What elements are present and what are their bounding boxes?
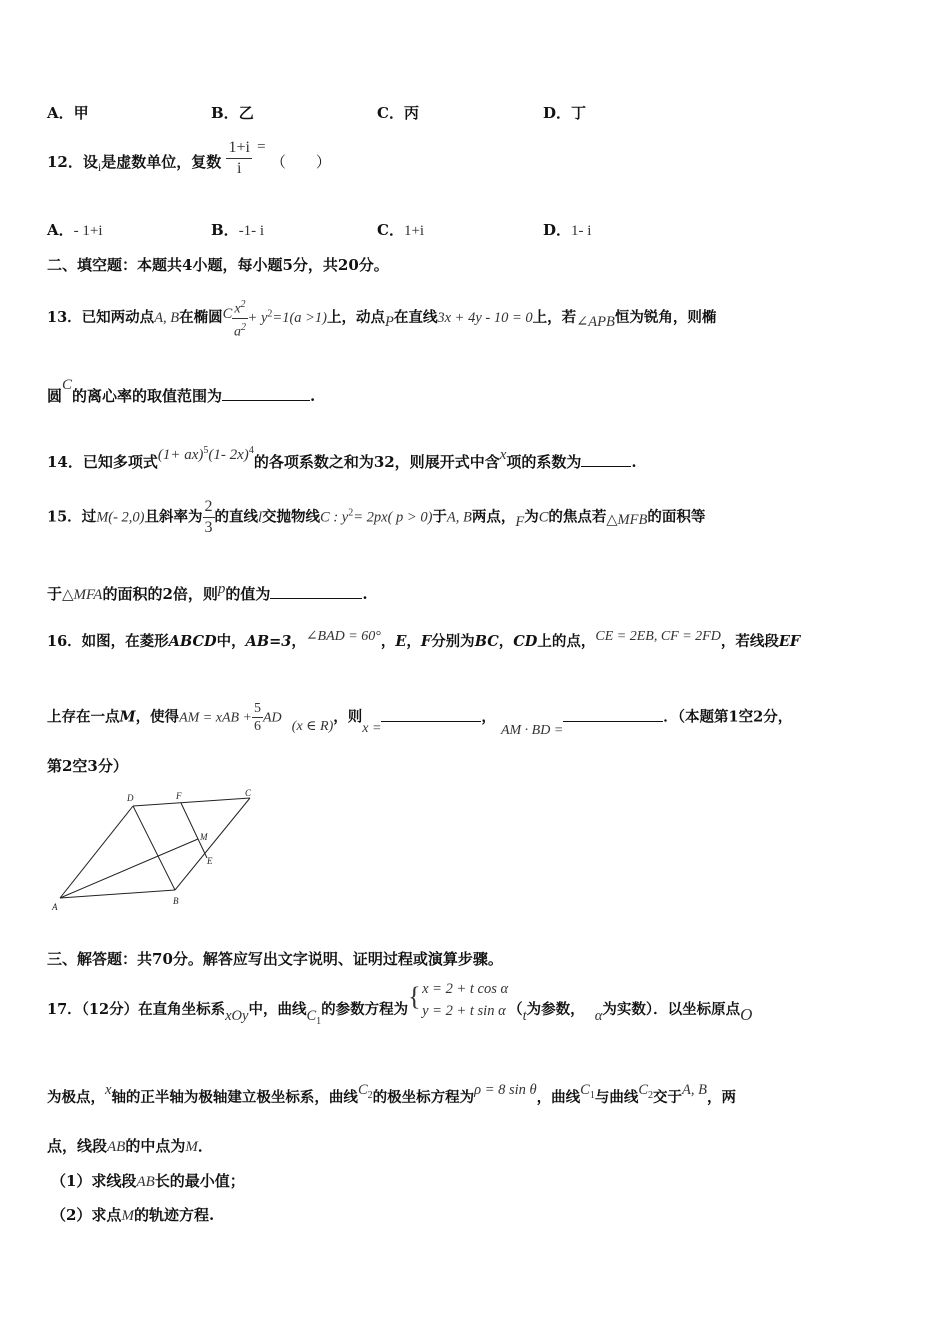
q15-slope-fraction: $\frac{2}{3}$ (204, 498, 213, 536)
edge-da (60, 806, 133, 898)
rhombus-figure (45, 786, 265, 914)
edge-cd (133, 798, 250, 806)
q16-line-1: 16．如图，在菱形ABCD中，AB=3，∠BAD = 60°，E，F分别为BC，CD上的点，CE = 2EB, CF = 2FD，若线段EF (47, 629, 801, 650)
q17-part-2: （2）求点M的轨迹方程. (51, 1206, 215, 1224)
q13-line-2: 圆C的离心率的取值范围为 . (47, 377, 316, 405)
q12-option-b: B．-1- i (211, 221, 265, 239)
label-e: E (207, 856, 213, 866)
q14-answer-blank[interactable] (581, 452, 631, 467)
q11-option-b: B．乙 (211, 104, 254, 122)
label-m: M (200, 832, 208, 842)
q12-option-d: D．1- i (543, 221, 592, 239)
q16-fraction: $\frac{5}{6}$ (254, 701, 261, 734)
segment-ef (181, 803, 207, 858)
edge-ab (60, 890, 175, 898)
q13-line-1: 13．已知两动点A, B在椭圆C $\frac{x^2}{a^2}$ + $y^2=1(a >1)$上，动点P在直线3x + 4y - 10 = 0上，若∠APB恒为锐角，则椭 (47, 296, 716, 340)
label-b: B (173, 896, 179, 906)
label-d: D (127, 793, 134, 803)
segment-am (60, 839, 198, 898)
q15-line-2: 于△MFA的面积的2倍，则p的值为 . (47, 581, 368, 603)
q17-part-1: （1）求线段AB长的最小值； (51, 1172, 245, 1190)
q16-line-3: 第2空3分） (47, 757, 128, 775)
q12-fraction: $\frac{1+i}{i}$ (228, 139, 250, 177)
section-2-title: 二、填空题：本题共4小题，每小题5分，共20分。 (47, 256, 389, 274)
q17-line-3: 点，线段AB的中点为M． (47, 1137, 213, 1155)
label-c: C (245, 788, 252, 798)
q12-option-a: A．- 1+i (47, 221, 103, 239)
label-a: A (52, 902, 58, 912)
q17-line-1: 17．（12分）在直角坐标系xOy中，曲线$C_1$的参数方程为 { x = 2 + t cos α y = 2 + t sin α （t为参数， α为实数）．以坐标原点O (47, 978, 752, 1028)
q14-line: 14．已知多项式(1+ ax)$^5$(1- 2x)$^4$的各项系数之和为32，则展开式中含x项的系数为 . (47, 445, 637, 471)
q11-option-d: D．丁 (543, 104, 587, 122)
q12-stem: 12．设$_i$是虚数单位，复数 $\frac{1+i}{i}$ = （ ） (47, 138, 331, 177)
q11-option-a: A．甲 (47, 104, 89, 122)
q16-line-2: 上存在一点M，使得AM = xAB + $\frac{5}{6}$ AD (x ∈ R)，则x =， AM · BD =．（本题第1空2分， (47, 701, 793, 738)
q16-answer-blank-1[interactable] (381, 707, 481, 722)
q11-option-c: C．丙 (377, 104, 419, 122)
q12-option-c: C．1+i (377, 221, 425, 239)
q13-ellipse-fraction: $\frac{x^2}{a^2}$ (232, 296, 247, 340)
q13-answer-blank[interactable] (222, 386, 310, 401)
q15-line-1: 15．过M(- 2,0)且斜率为 $\frac{2}{3}$ 的直线l交抛物线C : $y^2= 2px$( p > 0)于A, B两点，F为C的焦点若△MFB的面积等 (47, 498, 706, 536)
label-f: F (176, 791, 182, 801)
q17-parametric-system: { x = 2 + t cos α y = 2 + t sin α (408, 981, 509, 1019)
q17-line-2: 为极点，x轴的正半轴为极轴建立极坐标系，曲线$C_2$的极坐标方程为ρ = 8 sin θ，曲线$C_1$与曲线$C_2$交于A, B，两 (47, 1082, 736, 1106)
diagonal-bd (133, 806, 175, 890)
q15-answer-blank[interactable] (270, 584, 362, 599)
q16-answer-blank-2[interactable] (563, 707, 663, 722)
section-3-title: 三、解答题：共70分。解答应写出文字说明、证明过程或演算步骤。 (47, 950, 503, 968)
